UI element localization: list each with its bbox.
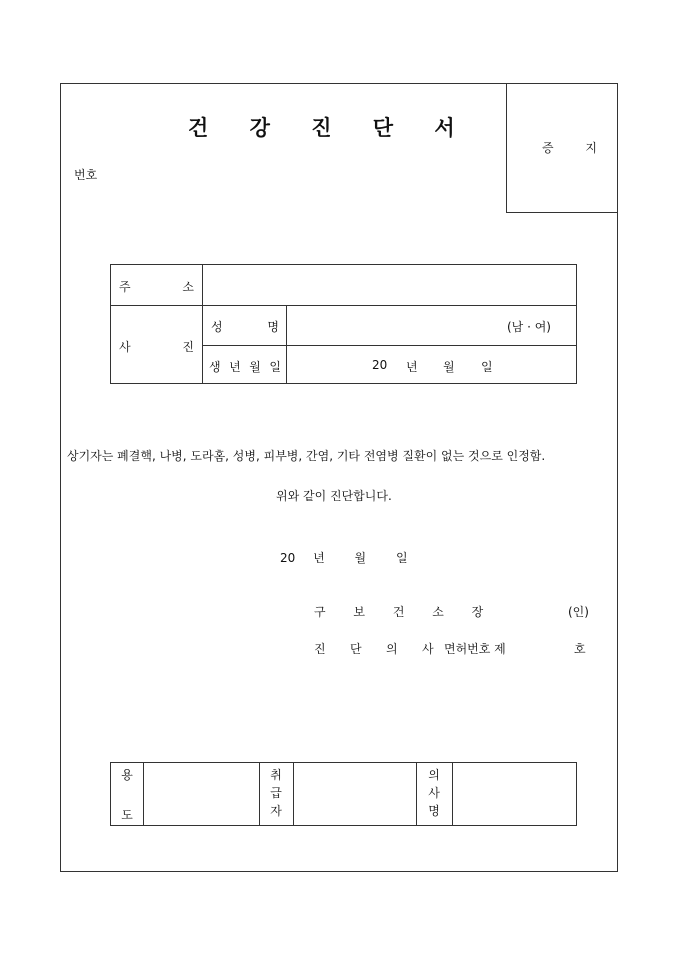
date-year-unit: 년 <box>313 551 325 565</box>
usage-col-divider <box>259 763 260 825</box>
stamp-label: 증 지 <box>542 141 611 155</box>
doctor-label-char: 진 <box>314 642 326 656</box>
gender-options: (남 · 여) <box>507 320 551 334</box>
license-label: 면허번호 제 <box>444 642 506 656</box>
diagnosis-text: 위와 같이 진단합니다. <box>276 489 392 503</box>
usage-field[interactable] <box>144 763 259 825</box>
handler-label <box>266 766 286 820</box>
birth-label: 생 년 월 일 <box>209 360 281 374</box>
usage-col-divider <box>416 763 417 825</box>
date-day-unit: 일 <box>395 551 408 565</box>
address-field[interactable] <box>203 265 576 305</box>
doctor-label-char: 의 <box>386 642 398 656</box>
document-title: 건 강 진 단 서 <box>188 115 472 140</box>
info-table <box>110 264 577 384</box>
handler-label-char: 자 <box>270 804 282 818</box>
doctor-label-char: 사 <box>422 642 434 656</box>
license-suffix: 호 <box>574 642 586 656</box>
doctor-name-label-char: 명 <box>428 804 440 818</box>
birth-field[interactable] <box>287 346 576 383</box>
doctor-name-label-char: 의 <box>428 768 440 782</box>
date-year-prefix: 20 <box>280 551 296 565</box>
number-label: 번호 <box>74 168 98 182</box>
issue-date <box>280 549 408 566</box>
birth-year-prefix: 20 <box>372 358 388 372</box>
photo-label: 사 진 <box>119 340 194 354</box>
address-label: 주 소 <box>119 280 194 294</box>
birth-year-unit: 년 <box>406 360 418 374</box>
date-month-unit: 월 <box>354 551 367 565</box>
handler-label-char: 급 <box>270 786 282 800</box>
usage-label-bottom: 도 <box>121 808 133 822</box>
handler-field[interactable] <box>294 763 416 825</box>
health-center-head-label: 구 보 건 소 장 <box>314 605 496 619</box>
birth-day-unit: 일 <box>481 360 493 374</box>
name-label: 성 명 <box>211 320 279 334</box>
doctor-label-char: 단 <box>350 642 362 656</box>
health-statement: 상기자는 폐결핵, 나병, 도라홈, 성병, 피부병, 간염, 기타 전염병 질환이 없는 것으로 인정함. <box>67 449 546 463</box>
usage-label-top: 용 <box>121 768 133 782</box>
doctor-name-label-char: 사 <box>428 786 440 800</box>
birth-month-unit: 월 <box>443 360 455 374</box>
handler-label-char: 취 <box>270 768 282 782</box>
doctor-name-field[interactable] <box>453 763 576 825</box>
doctor-name-label <box>424 766 444 820</box>
usage-table <box>110 762 577 826</box>
seal-mark: (인) <box>568 605 589 619</box>
